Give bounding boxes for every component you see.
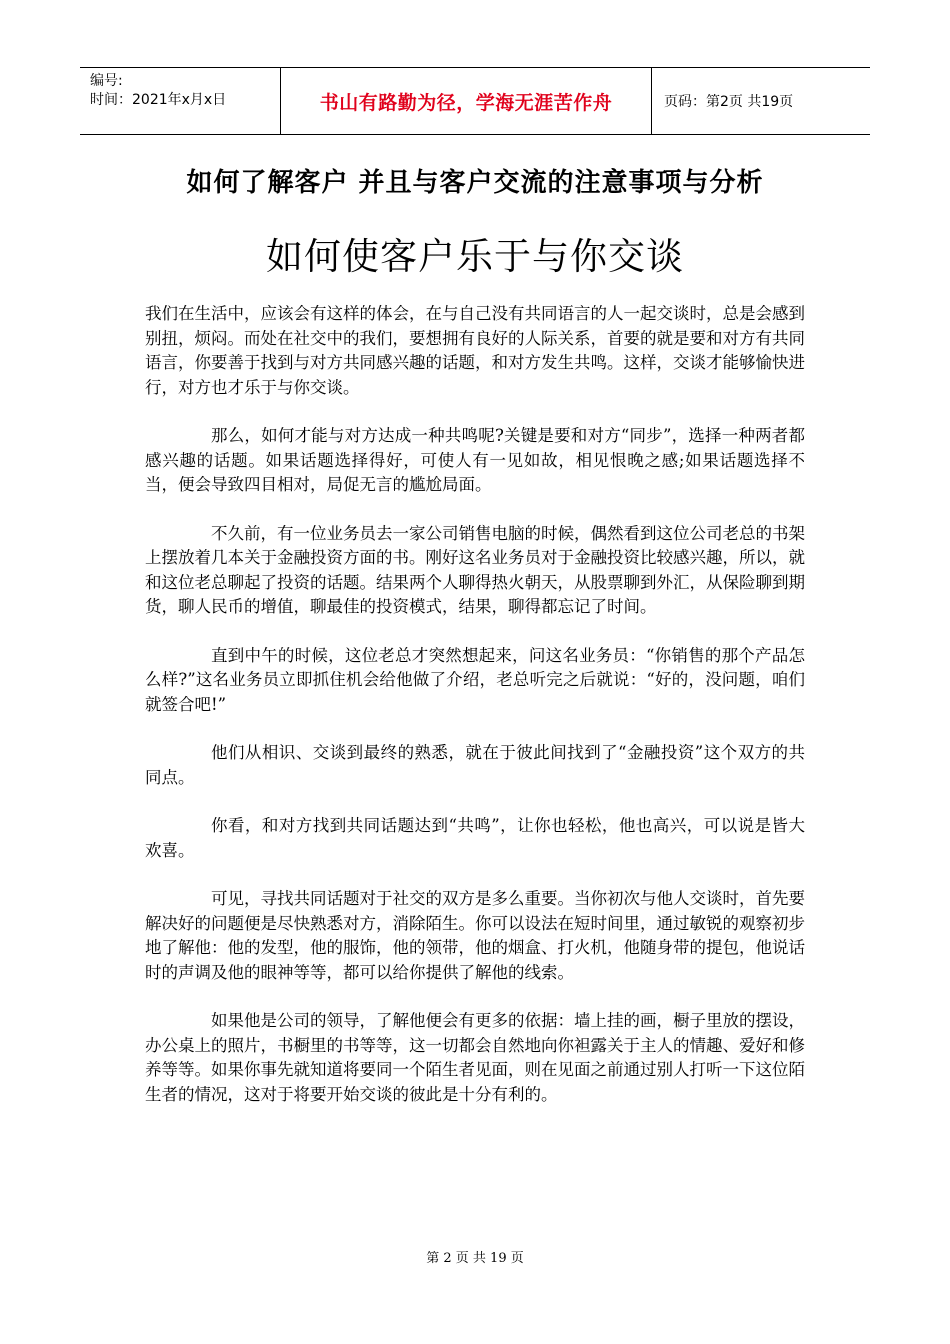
- paragraph: 可见，寻找共同话题对于社交的双方是多么重要。当你初次与他人交谈时，首先要解决好的问题便是尽快熟悉对方，消除陌生。你可以设法在短时间里，通过敏锐的观察初步地了解他：他的发型，他的服饰，他的领带，他的烟盒、打火机，他随身带的提包，他说话时的声调及他的眼神等等，都可以给你提供了解他的线索。: [145, 889, 805, 982]
- header-motto: 书山有路勤为径，学海无涯苦作舟: [280, 68, 652, 134]
- section-heading: 如何使客户乐于与你交谈: [266, 235, 684, 278]
- document-header: [80, 67, 870, 135]
- paragraph: 他们从相识、交谈到最终的熟悉，就在于彼此间找到了“金融投资”这个双方的共同点。: [145, 743, 805, 787]
- header-meta: [80, 68, 280, 134]
- number-label: 编号:: [90, 73, 123, 89]
- paragraph: 我们在生活中，应该会有这样的体会，在与自己没有共同语言的人一起交谈时，总是会感到别扭，烦闷。而处在社交中的我们，要想拥有良好的人际关系，首要的就是要和对方有共同语言，你要善于找到与对方共同感兴趣的话题，和对方发生共鸣。这样，交谈才能够愉快进行，对方也才乐于与你交谈。: [145, 304, 805, 397]
- paragraph: 不久前，有一位业务员去一家公司销售电脑的时候，偶然看到这位公司老总的书架上摆放着几本关于金融投资方面的书。刚好这名业务员对于金融投资比较感兴趣，所以，就和这位老总聊起了投资的话题。结果两个人聊得热火朝天，从股票聊到外汇，从保险聊到期货，聊人民币的增值，聊最佳的投资模式，结果，聊得都忘记了时间。: [145, 523, 805, 616]
- document-title: 如何了解客户 并且与客户交流的注意事项与分析: [186, 168, 764, 198]
- page-footer: 第 2 页 共 19 页: [426, 1251, 524, 1266]
- paragraph: 你看，和对方找到共同话题达到“共鸣”，让你也轻松，他也高兴，可以说是皆大欢喜。: [145, 816, 805, 860]
- paragraph: 那么，如何才能与对方达成一种共鸣呢?关键是要和对方“同步”，选择一种两者都感兴趣的话题。如果话题选择得好，可使人有一见如故，相见恨晚之感;如果话题选择不当，便会导致四目相对，局促无言的尴尬局面。: [145, 426, 805, 494]
- time-label: 时间：2021年x月x日: [90, 92, 227, 108]
- paragraph: 直到中午的时候，这位老总才突然想起来，问这名业务员：“你销售的那个产品怎么样?”这名业务员立即抓住机会给他做了介绍，老总听完之后就说：“好的，没问题，咱们就签合吧!”: [145, 645, 805, 714]
- paragraph: 如果他是公司的领导，了解他便会有更多的依据：墙上挂的画，橱子里放的摆设，办公桌上的照片，书橱里的书等等，这一切都会自然地向你袒露关于主人的情趣、爱好和修养等等。如果你事先就知道将要同一个陌生者见面，则在见面之前通过别人打听一下这位陌生者的情况，这对于将要开始交谈的彼此是十分有利的。: [145, 1011, 805, 1104]
- document-body: [145, 302, 805, 1131]
- header-page-info: 页码：第2页 共19页: [664, 94, 794, 110]
